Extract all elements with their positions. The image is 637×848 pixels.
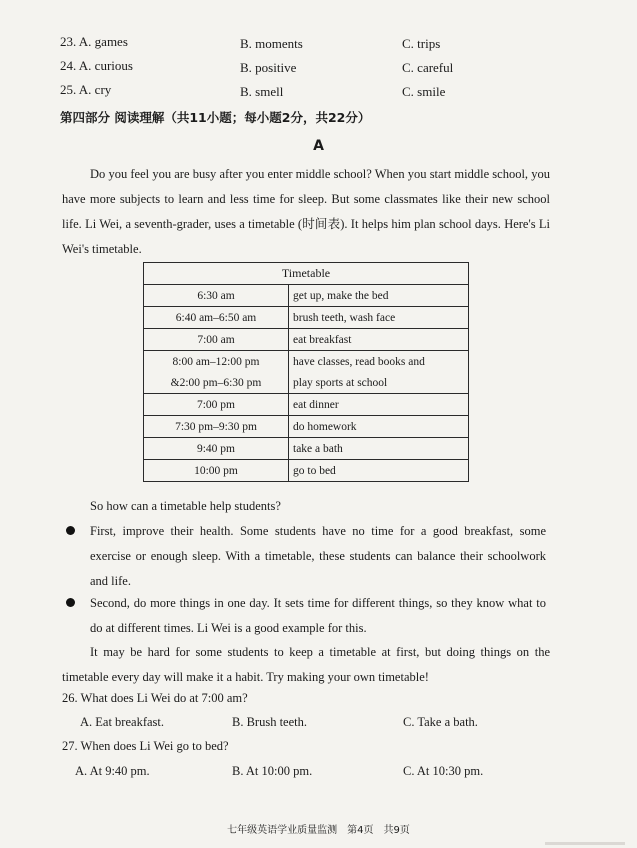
q26-option-c: C. Take a bath. [403, 715, 478, 729]
section-title: 第四部分 阅读理解（共11小题；每小题2分，共22分） [60, 110, 371, 125]
scan-smudge [545, 842, 625, 845]
activity-cell: eat breakfast [289, 329, 469, 351]
bullet-point-2: Second, do more things in one day. It sets time for different things, so they know what to do at different times. Li Wei is a good example for this. [90, 596, 546, 635]
activity-cell: have classes, read books and [289, 351, 469, 373]
table-row [144, 438, 469, 460]
q23-option-c: C. trips [402, 36, 441, 51]
table-row [144, 307, 469, 329]
q25-option-c: C. smile [402, 84, 446, 99]
time-cell: &2:00 pm–6:30 pm [144, 372, 289, 394]
activity-cell: go to bed [289, 460, 469, 482]
time-cell: 6:40 am–6:50 am [144, 307, 289, 329]
timetable-title: Timetable [144, 263, 469, 285]
table-row [144, 460, 469, 482]
table-row [144, 394, 469, 416]
time-cell: 7:30 pm–9:30 pm [144, 416, 289, 438]
time-cell: 9:40 pm [144, 438, 289, 460]
activity-cell: brush teeth, wash face [289, 307, 469, 329]
q27-option-c: C. At 10:30 pm. [403, 764, 484, 778]
activity-cell: get up, make the bed [289, 285, 469, 307]
activity-cell: eat dinner [289, 394, 469, 416]
q25-option-b: B. smell [240, 84, 284, 99]
q23-option-a: 23. A. games [60, 34, 128, 49]
q27-option-a: A. At 9:40 pm. [75, 764, 150, 778]
activity-cell: do homework [289, 416, 469, 438]
q27-option-b: B. At 10:00 pm. [232, 764, 313, 778]
table-row [144, 416, 469, 438]
q26-option-b: B. Brush teeth. [232, 715, 307, 729]
table-row [144, 372, 469, 394]
question-lead: So how can a timetable help students? [90, 499, 281, 513]
activity-cell: take a bath [289, 438, 469, 460]
passage-label: A [313, 138, 324, 154]
page-footer: 七年级英语学业质量监测 第4页 共9页 [227, 825, 410, 836]
intro-paragraph: Do you feel you are busy after you enter middle school? When you start middle school, you have more subjects to learn and less time for sleep. But some classmates like their new school life. Li Wei, a seventh-grader, uses a timetable (时间表). It helps him plan school days. Here's Li Wei's timetable. [62, 167, 550, 256]
timetable [143, 262, 469, 482]
q23-option-b: B. moments [240, 36, 303, 51]
table-row [144, 285, 469, 307]
time-cell: 7:00 am [144, 329, 289, 351]
q26-option-a: A. Eat breakfast. [80, 715, 164, 729]
q26-stem: 26. What does Li Wei do at 7:00 am? [62, 691, 248, 705]
bullet-dot-icon [66, 526, 75, 535]
q24-option-b: B. positive [240, 60, 297, 75]
q24-option-c: C. careful [402, 60, 454, 75]
time-cell: 6:30 am [144, 285, 289, 307]
time-cell: 10:00 pm [144, 460, 289, 482]
table-row [144, 351, 469, 373]
q25-option-a: 25. A. cry [60, 82, 112, 97]
time-cell: 7:00 pm [144, 394, 289, 416]
table-row [144, 329, 469, 351]
activity-cell: play sports at school [289, 372, 469, 394]
bullet-point-1: First, improve their health. Some students have no time for a good breakfast, some exercise or enough sleep. With a timetable, these students can balance their schoolwork and life. [90, 524, 546, 588]
bullet-dot-icon [66, 598, 75, 607]
q27-stem: 27. When does Li Wei go to bed? [62, 739, 229, 753]
q24-option-a: 24. A. curious [60, 58, 133, 73]
closing-paragraph: It may be hard for some students to keep a timetable at first, but doing things on the timetable every day will make it a habit. Try making your own timetable! [62, 645, 550, 684]
time-cell: 8:00 am–12:00 pm [144, 351, 289, 373]
